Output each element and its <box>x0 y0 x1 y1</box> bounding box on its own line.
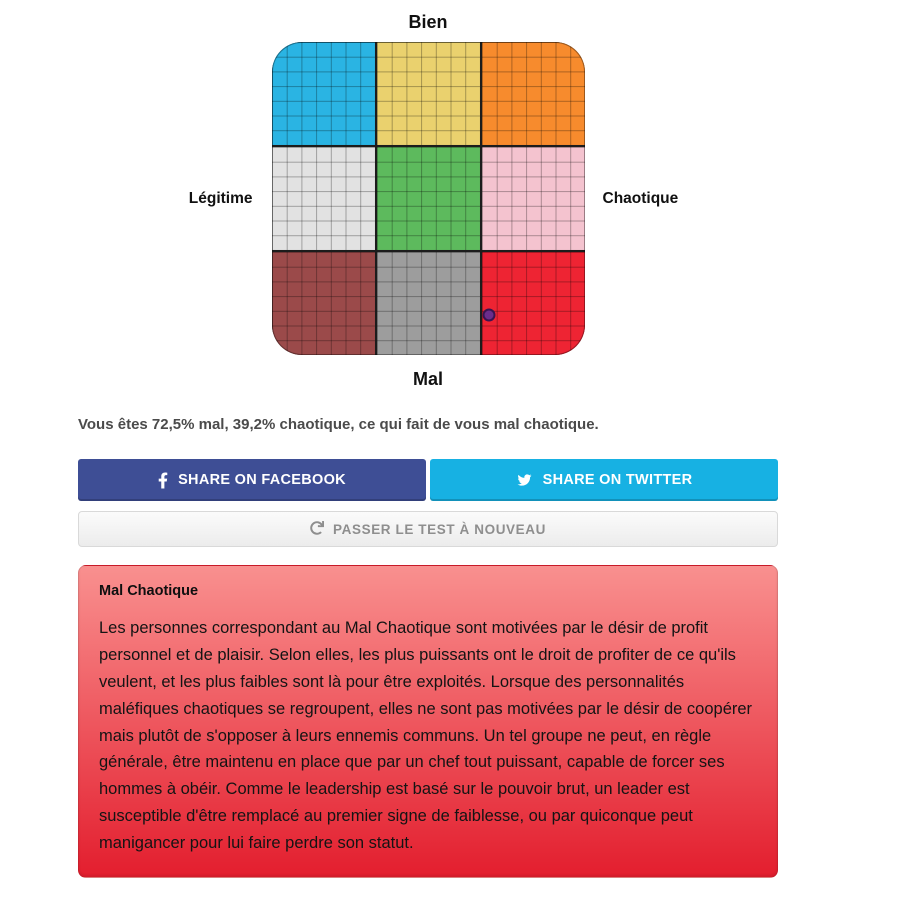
grid-region-neutre-chaotique <box>482 147 585 250</box>
axis-label-chaotique: Chaotique <box>602 189 679 207</box>
twitter-icon <box>516 473 533 487</box>
grid-region-mal-neutre <box>377 252 480 355</box>
share-twitter-label: SHARE ON TWITTER <box>542 472 693 488</box>
grid-region-bon-neutre <box>377 42 480 145</box>
retake-test-label: PASSER LE TEST À NOUVEAU <box>333 521 546 537</box>
alignment-chart-row <box>188 42 679 355</box>
grid-region-bon-chaotique <box>482 42 585 145</box>
grid-region-mal-legitime <box>272 252 375 355</box>
share-facebook-button[interactable] <box>78 459 426 501</box>
share-buttons-row <box>78 459 778 501</box>
result-description-body: Les personnes correspondant au Mal Chaotique sont motivées par le désir de profit personnel et de plaisir. Selon elles, les plus puissants ont le droit de profiter de ce qu'ils veulent, et les plus faibles sont là pour être exploités. Lorsque des personnalités maléfiques chaotiques se regroupent, elles ne sont pas motivées par le désir de coopérer mais plutôt de s'opposer à leurs ennemis communs. Un tel groupe ne peut, en règle générale, être maintenu en place que par un chef tout puissant, capable de forcer ses hommes à obéir. Comme le leadership est basé sur le pouvoir brut, un leader est susceptible d'être remplacé au premier signe de faiblesse, ou par quiconque peut manigancer pour lui faire perdre son statut. <box>99 619 753 853</box>
page-content <box>78 0 778 878</box>
result-summary: Vous êtes 72,5% mal, 39,2% chaotique, ce qui fait de vous mal chaotique. <box>78 416 599 433</box>
share-twitter-button[interactable] <box>430 459 778 501</box>
axis-label-legitime: Légitime <box>188 189 253 207</box>
redo-icon <box>310 521 324 538</box>
facebook-icon <box>158 472 168 489</box>
axis-label-bien: Bien <box>408 12 448 32</box>
result-description-title: Mal Chaotique <box>99 583 199 599</box>
grid-region-neutre-vrai <box>377 147 480 250</box>
grid-region-neutre-legitime <box>272 147 375 250</box>
result-description-box <box>78 565 778 878</box>
share-facebook-label: SHARE ON FACEBOOK <box>178 472 346 488</box>
alignment-grid <box>272 42 585 355</box>
retake-test-button[interactable] <box>78 511 778 547</box>
grid-region-bon-legitime <box>272 42 375 145</box>
alignment-chart <box>78 0 778 390</box>
grid-region-mal-chaotique <box>482 252 585 355</box>
axis-label-mal: Mal <box>412 369 443 389</box>
result-point <box>483 308 496 321</box>
